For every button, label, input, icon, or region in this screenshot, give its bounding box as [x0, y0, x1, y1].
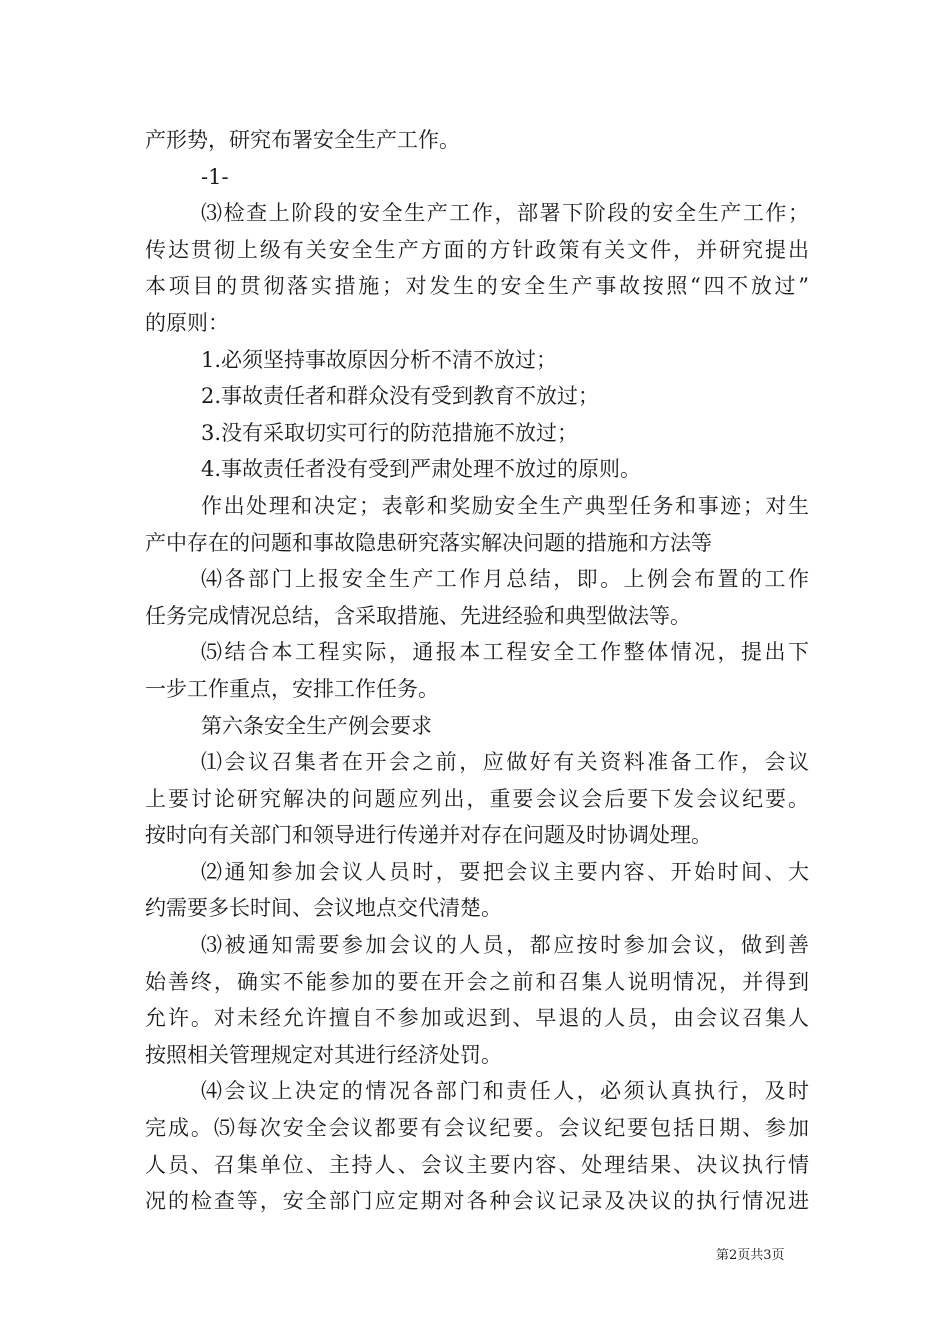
text-line: 本项目的贯彻落实措施；对发生的安全生产事故按照“四不放过” [145, 274, 809, 299]
text-line: 产形势，研究布署安全生产工作。 [145, 128, 460, 152]
text-line: 产中存在的问题和事故隐患研究落实解决问题的措施和方法等 [145, 530, 712, 555]
text-line: 一步工作重点，安排工作任务。 [145, 676, 439, 701]
page-footer-label: 第2页共3页 [716, 1248, 785, 1263]
text-line: 始善终，确实不能参加的要在开会之前和召集人说明情况，并得到 [145, 969, 809, 994]
text-line: ⑶检查上阶段的安全生产工作，部署下阶段的安全生产工作； [201, 201, 809, 226]
text-line: ⑴会议召集者在开会之前，应做好有关资料准备工作，会议 [201, 750, 809, 775]
text-line: ⑷各部门上报安全生产工作月总结，即。上例会布置的工作 [201, 567, 809, 592]
text-line: ⑸结合本工程实际，通报本工程安全工作整体情况，提出下 [201, 640, 809, 665]
list-item: 4.事故责任者没有受到严肃处理不放过的原则。 [201, 457, 642, 482]
text-line: 的原则： [145, 310, 229, 335]
text-line: ⑵通知参加会议人员时，要把会议主要内容、开始时间、大 [201, 859, 809, 884]
text-line: 作出处理和决定；表彰和奖励安全生产典型任务和事迹；对生 [201, 493, 809, 518]
document-body [145, 122, 809, 1220]
text-line: 约需要多长时间、会议地点交代清楚。 [145, 896, 502, 921]
text-line: 况的检查等，安全部门应定期对各种会议记录及决议的执行情况进 [145, 1189, 809, 1214]
text-line: 传达贯彻上级有关安全生产方面的方针政策有关文件，并研究提出 [145, 237, 809, 262]
list-item: 2.事故责任者和群众没有受到教育不放过； [201, 384, 600, 409]
text-line: 人员、召集单位、主持人、会议主要内容、处理结果、决议执行情 [145, 1152, 809, 1177]
list-item: 1.必须坚持事故原因分析不清不放过； [201, 347, 558, 372]
text-line: ⑶被通知需要参加会议的人员，都应按时参加会议，做到善 [201, 933, 809, 958]
text-line: 完成。⑸每次安全会议都要有会议纪要。会议纪要包括日期、参加 [145, 1116, 809, 1141]
text-line: 按照相关管理规定对其进行经济处罚。 [145, 1042, 502, 1067]
section-heading: 第六条安全生产例会要求 [201, 713, 432, 738]
text-line: 按时向有关部门和领导进行传递并对存在问题及时协调处理。 [145, 823, 712, 848]
text-line: 任务完成情况总结，含采取措施、先进经验和典型做法等。 [145, 603, 691, 628]
text-line: 上要讨论研究解决的问题应列出，重要会议会后要下发会议纪要。 [145, 786, 809, 811]
list-item: 3.没有采取切实可行的防范措施不放过； [201, 420, 579, 445]
inline-page-number: -1- [201, 164, 229, 189]
text-line: ⑷会议上决定的情况各部门和责任人，必须认真执行，及时 [201, 1079, 809, 1104]
text-line: 允许。对未经允许擅自不参加或迟到、早退的人员，由会议召集人 [145, 1006, 809, 1031]
